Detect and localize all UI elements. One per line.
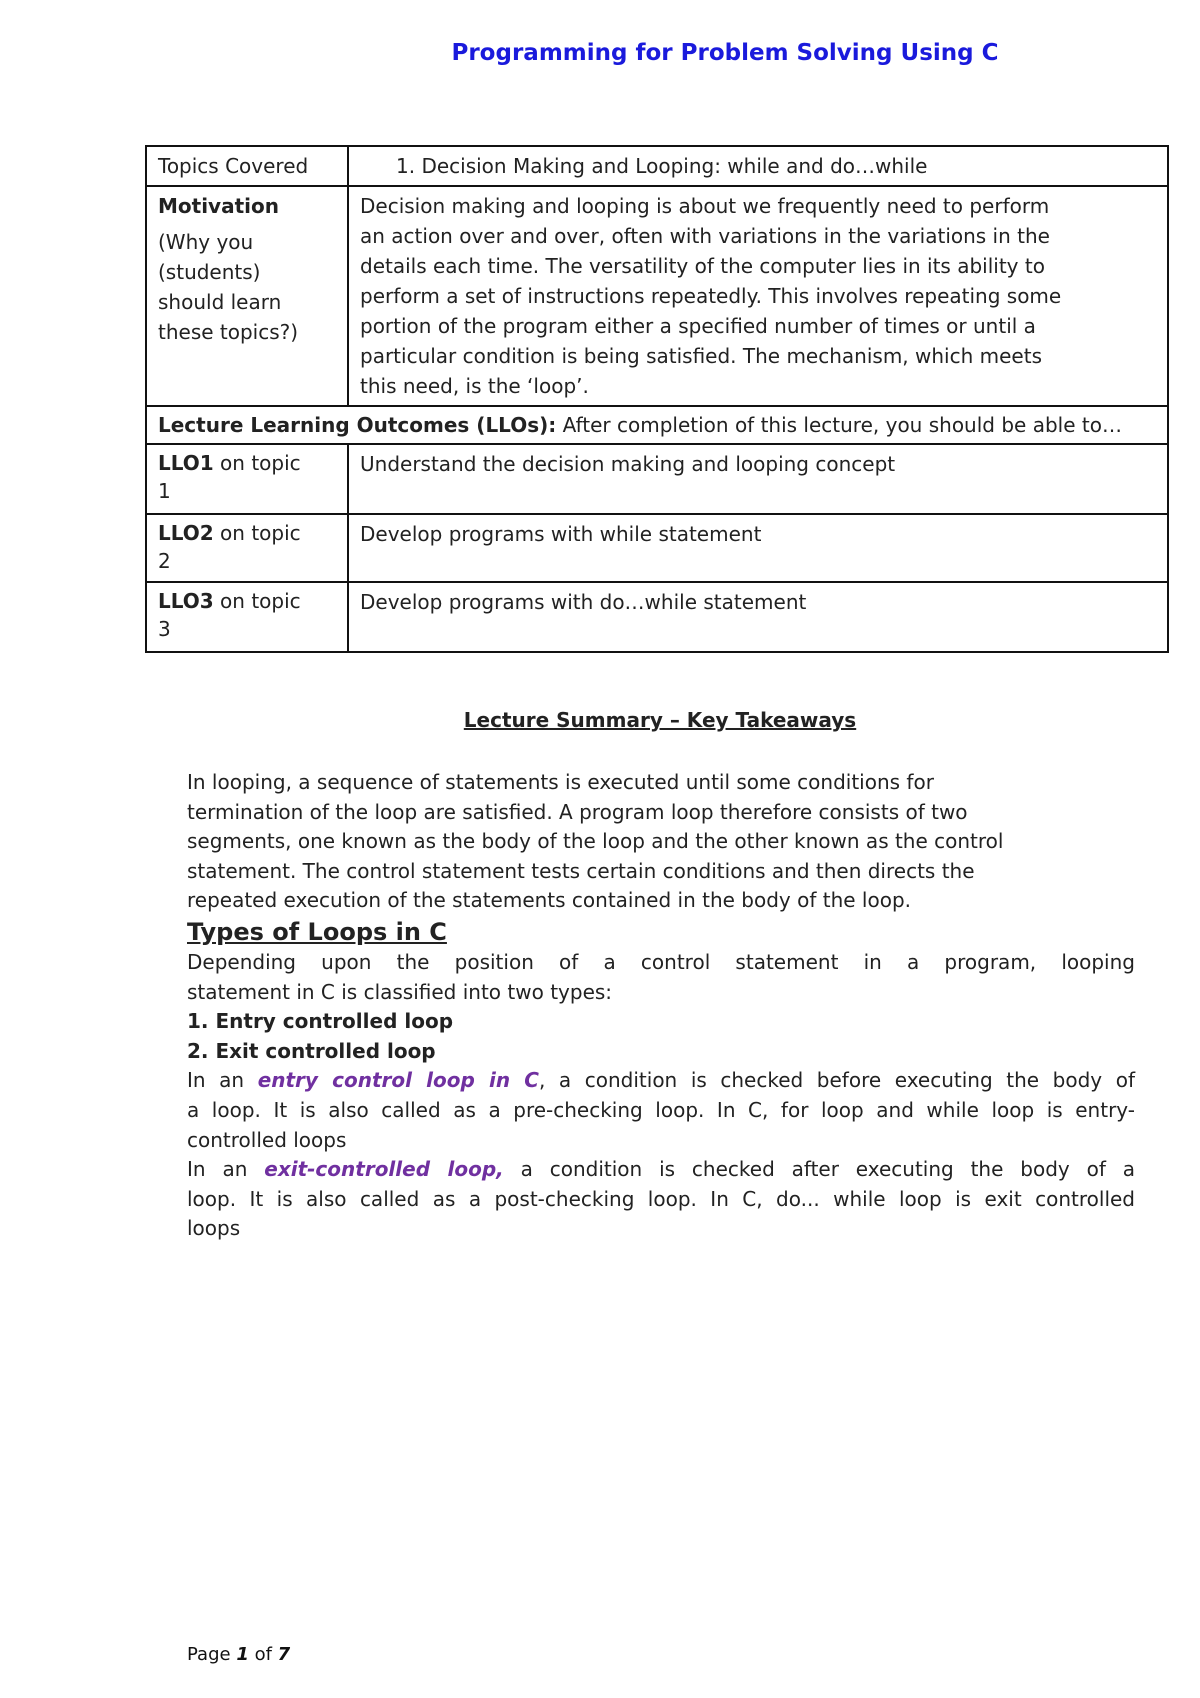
total-pages: 7 — [277, 1644, 291, 1665]
llo-on: on topic — [213, 589, 301, 613]
types-heading: Types of Loops in C — [187, 917, 447, 946]
llo-text: Develop programs with while statement — [348, 514, 1168, 582]
current-page: 1 — [236, 1644, 249, 1665]
text-line: termination of the loop are satisfied. A program loop therefore consists of two — [187, 799, 968, 824]
motivation-label: Motivation — [158, 194, 279, 218]
llo-label — [146, 514, 348, 582]
llo-header — [146, 406, 1168, 444]
motivation-label-cell — [146, 186, 348, 406]
topic-item: 1. Decision Making and Looping: while and do…while — [396, 154, 928, 178]
text-line: In looping, a sequence of statements is executed until some conditions for — [187, 770, 934, 794]
text-line: an action over and over, often with variations in the variations in the — [360, 224, 1050, 248]
text-line: segments, one known as the body of the loop and the other known as the control — [187, 829, 1004, 854]
text-line — [187, 1066, 1135, 1096]
llo-label — [146, 444, 348, 514]
loop-type-2: 2. Exit controlled loop — [187, 1038, 436, 1063]
text-line: statement in C is classified into two types: — [187, 979, 613, 1004]
llo-on: on topic — [213, 451, 301, 475]
text-line: controlled loops — [187, 1127, 347, 1152]
text-line: loops — [187, 1216, 241, 1241]
text-line: Decision making and looping is about we frequently need to perform — [360, 194, 1050, 218]
topics-value — [348, 146, 1168, 186]
loop-type-1: 1. Entry controlled loop — [187, 1009, 454, 1034]
llo-header-row — [146, 406, 1168, 444]
topics-label: Topics Covered — [146, 146, 348, 186]
llo-id: LLO2 — [158, 521, 214, 545]
exit-control-term: exit-controlled loop, — [264, 1157, 504, 1182]
text-line: loop. It is also called as a post-checking loop. In C, do... while loop is exit controlled — [187, 1186, 1135, 1211]
llo-id: LLO1 — [158, 451, 214, 475]
motivation-sub — [158, 227, 336, 347]
llo-text: Develop programs with do…while statement — [348, 582, 1168, 652]
llo-num: 3 — [158, 617, 171, 641]
text-line — [187, 1155, 1135, 1185]
motivation-row — [146, 186, 1168, 406]
text-line: repeated execution of the statements contained in the body of the loop. — [187, 888, 912, 913]
text: Page — [187, 1644, 237, 1665]
llo-row — [146, 514, 1168, 582]
text: In an — [187, 1157, 265, 1182]
entry-control-term: entry control loop in C — [257, 1068, 539, 1093]
text-line: statement. The control statement tests certain conditions and then directs the — [187, 858, 975, 883]
text-line: portion of the program either a specified number of times or until a — [360, 314, 1036, 338]
motivation-text — [348, 186, 1168, 406]
text: of — [248, 1644, 278, 1665]
text-line: this need, is the ‘loop’. — [360, 374, 589, 398]
text-line: perform a set of instructions repeatedly. This involves repeating some — [360, 284, 1062, 308]
page-number — [187, 1644, 290, 1665]
llo-header-text: After completion of this lecture, you should be able to… — [556, 413, 1122, 437]
topics-row — [146, 146, 1168, 186]
lecture-info-table — [145, 145, 1169, 653]
text-line: these topics?) — [158, 320, 299, 344]
text: a condition is checked after executing the body of a — [503, 1157, 1136, 1182]
text: , a condition is checked before executing the body of — [538, 1068, 1135, 1093]
llo-row — [146, 444, 1168, 514]
llo-num: 2 — [158, 549, 171, 573]
document-title: Programming for Problem Solving Using C — [451, 40, 999, 66]
text: In an — [187, 1068, 258, 1093]
llo-id: LLO3 — [158, 589, 214, 613]
text-line: (students) — [158, 260, 261, 284]
text-line: details each time. The versatility of the computer lies in its ability to — [360, 254, 1045, 278]
llo-text: Understand the decision making and looping concept — [348, 444, 1168, 514]
llo-num: 1 — [158, 479, 171, 503]
summary-body — [187, 768, 1135, 1244]
llo-on: on topic — [213, 521, 301, 545]
text-line: (Why you — [158, 230, 254, 254]
text-line: particular condition is being satisfied. The mechanism, which meets — [360, 344, 1042, 368]
text-line: should learn — [158, 290, 282, 314]
text-line: a loop. It is also called as a pre-checking loop. In C, for loop and while loop is entry- — [187, 1097, 1135, 1122]
llo-header-bold: Lecture Learning Outcomes (LLOs): — [158, 413, 557, 437]
text-line: Depending upon the position of a control statement in a program, looping — [187, 949, 1135, 974]
summary-heading: Lecture Summary – Key Takeaways — [463, 708, 857, 732]
llo-row — [146, 582, 1168, 652]
llo-label — [146, 582, 348, 652]
